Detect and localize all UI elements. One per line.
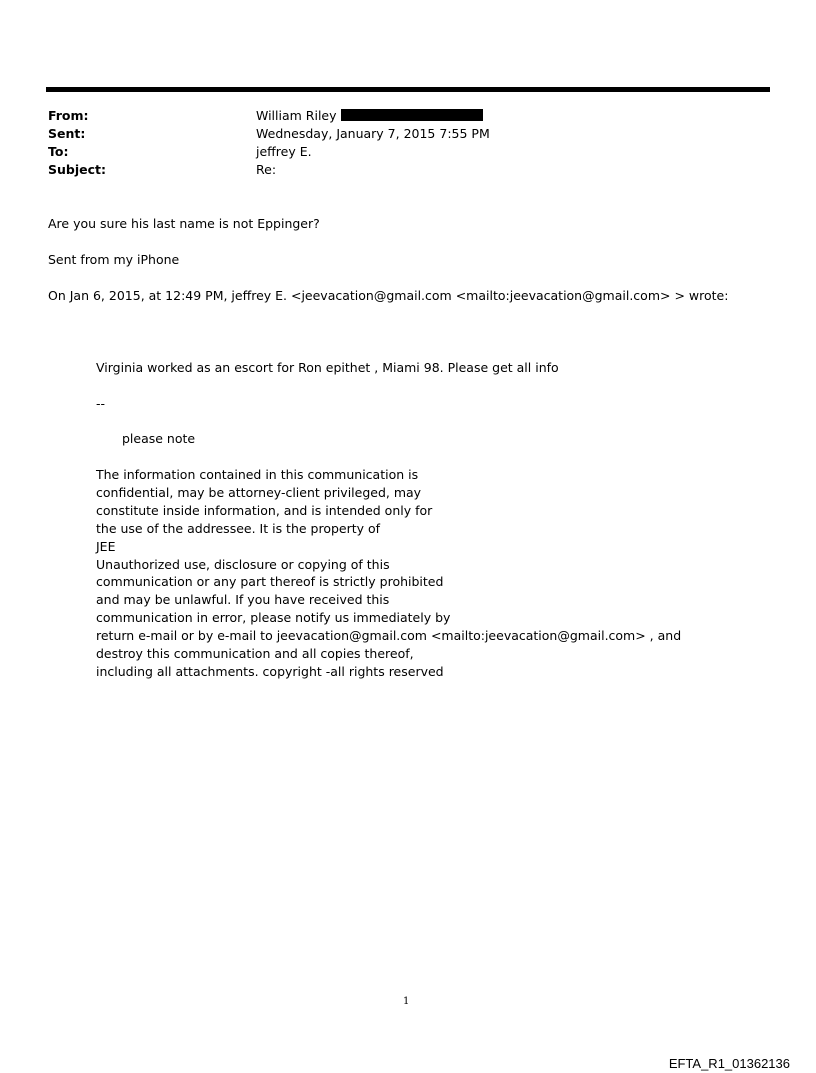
subject-value: Re:: [256, 162, 277, 177]
subject-label: Subject:: [48, 162, 106, 177]
from-label: From:: [48, 108, 89, 123]
reply-attribution: On Jan 6, 2015, at 12:49 PM, jeffrey E. <jeevacation@gmail.com <mailto:jeevacation@gmail.com> > wrote:: [48, 288, 729, 303]
notice-line: the use of the addressee. It is the property of: [96, 520, 381, 536]
redaction-box: [341, 109, 483, 121]
body-signature: Sent from my iPhone: [48, 252, 180, 267]
from-name: William Riley: [256, 108, 337, 123]
notice-line: confidential, may be attorney-client privileged, may: [96, 484, 422, 500]
notice-line: Unauthorized use, disclosure or copying of this: [96, 556, 390, 572]
notice-line: constitute inside information, and is intended only for: [96, 502, 433, 518]
notice-line: communication in error, please notify us immediately by: [96, 610, 451, 626]
to-label: To:: [48, 144, 69, 159]
sent-value: Wednesday, January 7, 2015 7:55 PM: [256, 126, 490, 141]
to-value: jeffrey E.: [256, 144, 312, 159]
quoted-separator: --: [96, 396, 106, 411]
notice-line: including all attachments. copyright -all rights reserved: [96, 663, 444, 679]
quoted-message: Virginia worked as an escort for Ron epithet , Miami 98. Please get all info: [96, 360, 559, 375]
confidentiality-notice: [96, 466, 681, 681]
notice-line: return e-mail or by e-mail to jeevacation@gmail.com <mailto:jeevacation@gmail.com> , and: [96, 628, 682, 644]
header-divider: [46, 87, 770, 92]
notice-line: destroy this communication and all copies thereof,: [96, 646, 414, 662]
document-id: EFTA_R1_01362136: [668, 1056, 790, 1071]
notice-line: The information contained in this communication is: [96, 467, 419, 482]
please-note: please note: [122, 431, 196, 446]
page-number: 1: [403, 996, 410, 1007]
from-value: [256, 108, 483, 123]
notice-line: and may be unlawful. If you have received this: [96, 592, 390, 608]
notice-line: JEE: [96, 538, 116, 554]
notice-line: communication or any part thereof is strictly prohibited: [96, 574, 444, 590]
body-line-1: Are you sure his last name is not Eppinger?: [48, 216, 320, 231]
sent-label: Sent:: [48, 126, 86, 141]
